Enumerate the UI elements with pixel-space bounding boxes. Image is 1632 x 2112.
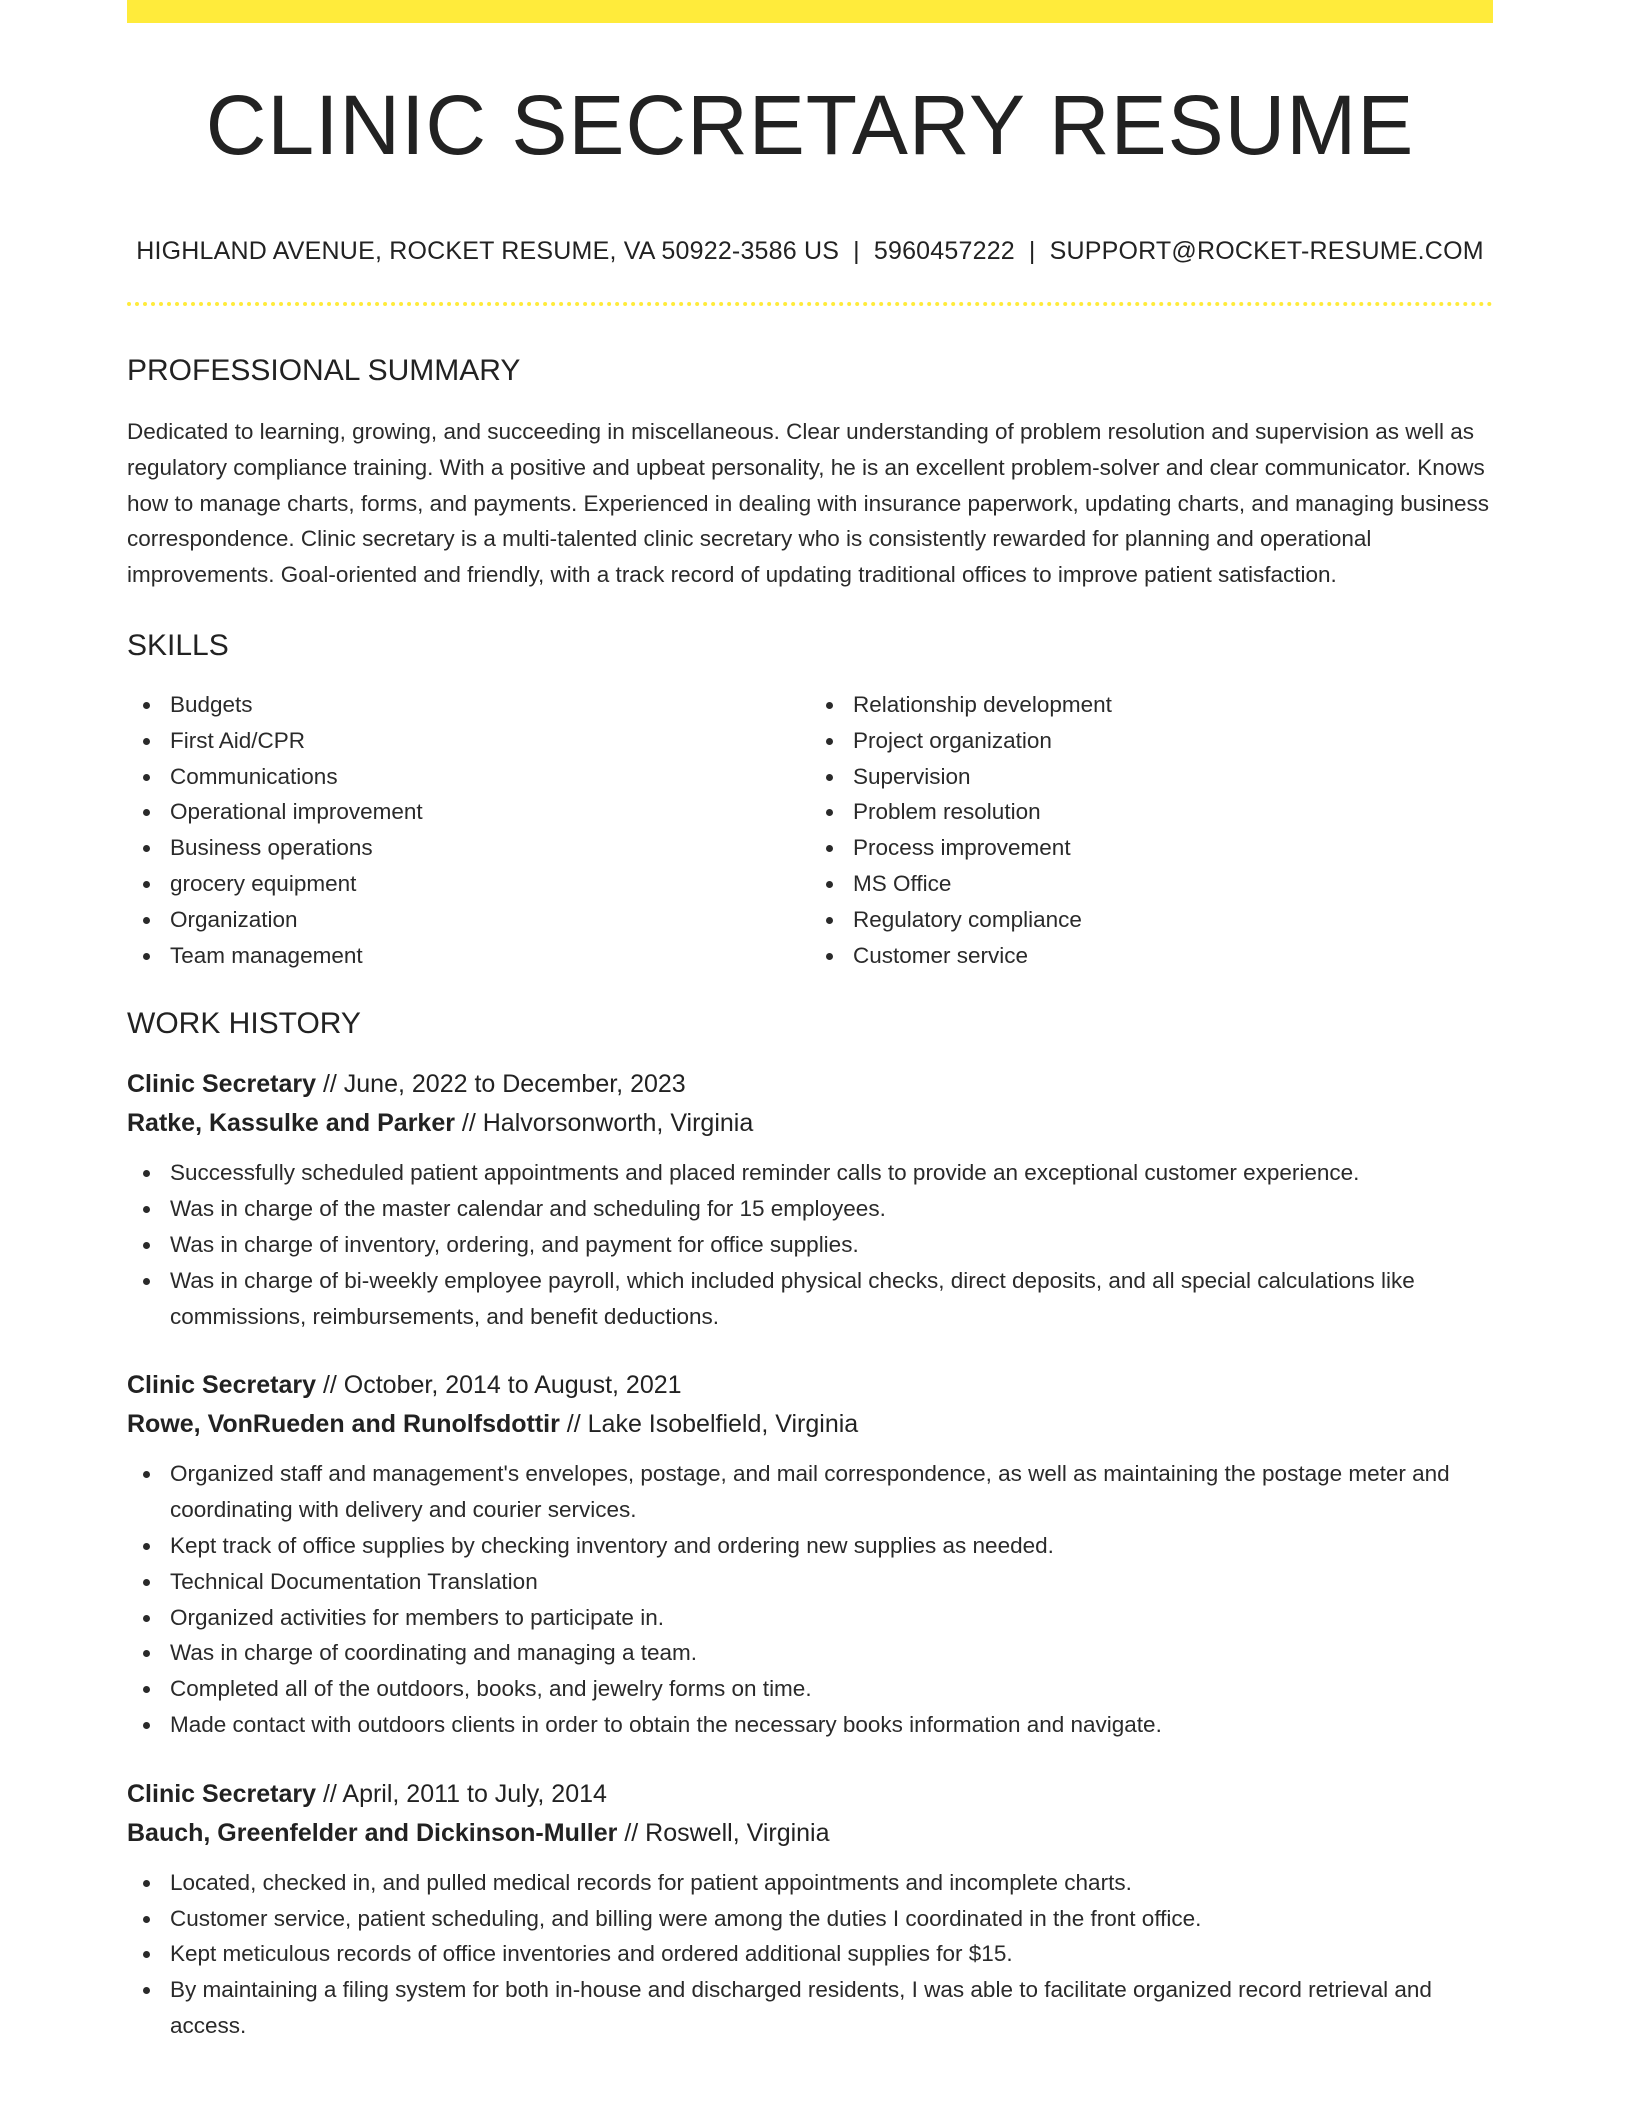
job-company: Bauch, Greenfelder and Dickinson-Muller bbox=[127, 1818, 618, 1847]
skill-item: Supervision bbox=[853, 759, 1493, 795]
job-entry bbox=[127, 1366, 1493, 1742]
duty-item: Technical Documentation Translation bbox=[170, 1564, 1493, 1600]
duty-item: Was in charge of inventory, ordering, and payment for office supplies. bbox=[170, 1227, 1493, 1263]
summary-heading: PROFESSIONAL SUMMARY bbox=[127, 354, 521, 387]
job-title-line bbox=[127, 1065, 1493, 1104]
skill-item: First Aid/CPR bbox=[170, 723, 810, 759]
duty-item: Located, checked in, and pulled medical records for patient appointments and incomplete charts. bbox=[170, 1865, 1493, 1901]
job-title-line bbox=[127, 1366, 1493, 1405]
job-entry bbox=[127, 1775, 1493, 2044]
duty-item: Kept track of office supplies by checking inventory and ordering new supplies as needed. bbox=[170, 1528, 1493, 1564]
duty-item: Organized staff and management's envelopes, postage, and mail correspondence, as well as maintaining the postage meter and coordinating with delivery and courier services. bbox=[170, 1456, 1493, 1528]
job-location: // Halvorsonworth, Virginia bbox=[454, 1109, 754, 1138]
skill-item: Organization bbox=[170, 902, 810, 938]
top-accent-bar bbox=[127, 0, 1493, 23]
job-location: // Roswell, Virginia bbox=[617, 1818, 830, 1847]
contact-phone[interactable]: 5960457222 bbox=[873, 237, 1015, 265]
summary-text: Dedicated to learning, growing, and succeeding in miscellaneous. Clear understanding of problem resolution and supervision as well as regulatory compliance training. With a positive and upbeat personality, he is an excellent problem-solver and clear communicator. Knows how to manage charts, forms, and payments. Experienced in dealing with insurance paperwork, updating charts, and managing business correspondence. Clinic secretary is a multi-talented clinic secretary who is consistently rewarded for planning and operational improvements. Goal-oriented and friendly, with a track record of updating traditional offices to improve patient satisfaction. bbox=[127, 419, 1490, 588]
job-duties bbox=[127, 1865, 1493, 2044]
skill-item: MS Office bbox=[853, 866, 1493, 902]
contact-separator: | bbox=[853, 237, 860, 265]
job-company: Rowe, VonRueden and Runolfsdottir bbox=[127, 1410, 560, 1439]
duty-item: Completed all of the outdoors, books, and jewelry forms on time. bbox=[170, 1671, 1493, 1707]
skill-item: Relationship development bbox=[853, 687, 1493, 723]
duty-item: Customer service, patient scheduling, and billing were among the duties I coordinated in the front office. bbox=[170, 1901, 1493, 1937]
contact-address: HIGHLAND AVENUE, ROCKET RESUME, VA 50922-3586 US bbox=[136, 237, 840, 265]
skill-item: Process improvement bbox=[853, 830, 1493, 866]
skills-heading: SKILLS bbox=[127, 628, 229, 662]
skills-column-left bbox=[127, 687, 810, 973]
skill-item: Business operations bbox=[170, 830, 810, 866]
dotted-divider bbox=[127, 302, 1493, 306]
contact-line bbox=[127, 237, 1493, 266]
resume-page bbox=[127, 0, 1493, 2044]
work-history-heading: WORK HISTORY bbox=[127, 1007, 361, 1041]
skill-item: Regulatory compliance bbox=[853, 902, 1493, 938]
job-dates: // October, 2014 to August, 2021 bbox=[316, 1371, 682, 1400]
job-company-line bbox=[127, 1814, 1493, 1853]
skill-item: Project organization bbox=[853, 723, 1493, 759]
page-title: CLINIC SECRETARY RESUME bbox=[205, 78, 1415, 172]
job-title: Clinic Secretary bbox=[127, 1070, 316, 1099]
duty-item: Kept meticulous records of office inventories and ordered additional supplies for $15. bbox=[170, 1936, 1493, 1972]
job-company: Ratke, Kassulke and Parker bbox=[127, 1109, 455, 1138]
duty-item: Successfully scheduled patient appointments and placed reminder calls to provide an exceptional customer experience. bbox=[170, 1155, 1493, 1191]
contact-separator: | bbox=[1028, 237, 1036, 265]
skill-item: Problem resolution bbox=[853, 794, 1493, 830]
duty-item: By maintaining a filing system for both in-house and discharged residents, I was able to facilitate organized record retrieval and access. bbox=[170, 1972, 1493, 2044]
job-company-line bbox=[127, 1104, 1493, 1143]
job-title: Clinic Secretary bbox=[127, 1779, 316, 1808]
duty-item: Was in charge of the master calendar and scheduling for 15 employees. bbox=[170, 1191, 1493, 1227]
skill-item: Operational improvement bbox=[170, 794, 810, 830]
job-duties bbox=[127, 1456, 1493, 1742]
duty-item: Was in charge of bi-weekly employee payroll, which included physical checks, direct deposits, and all special calculations like commissions, reimbursements, and benefit deductions. bbox=[170, 1263, 1493, 1335]
job-location: // Lake Isobelfield, Virginia bbox=[559, 1410, 859, 1439]
job-company-line bbox=[127, 1405, 1493, 1444]
job-title: Clinic Secretary bbox=[127, 1371, 316, 1400]
skill-item: Communications bbox=[170, 759, 810, 795]
duty-item: Made contact with outdoors clients in order to obtain the necessary books information and navigate. bbox=[170, 1707, 1493, 1743]
skills-column-right bbox=[810, 687, 1493, 973]
job-entry bbox=[127, 1065, 1493, 1334]
skills-grid bbox=[127, 687, 1493, 973]
job-duties bbox=[127, 1155, 1493, 1334]
duty-item: Organized activities for members to participate in. bbox=[170, 1600, 1493, 1636]
job-dates: // April, 2011 to July, 2014 bbox=[316, 1779, 607, 1808]
skill-item: Team management bbox=[170, 938, 810, 974]
contact-email[interactable]: SUPPORT@ROCKET-RESUME.COM bbox=[1049, 237, 1484, 265]
duty-item: Was in charge of coordinating and managing a team. bbox=[170, 1635, 1493, 1671]
job-dates: // June, 2022 to December, 2023 bbox=[316, 1070, 686, 1099]
skill-item: Customer service bbox=[853, 938, 1493, 974]
skill-item: grocery equipment bbox=[170, 866, 810, 902]
job-title-line bbox=[127, 1775, 1493, 1814]
skill-item: Budgets bbox=[170, 687, 810, 723]
